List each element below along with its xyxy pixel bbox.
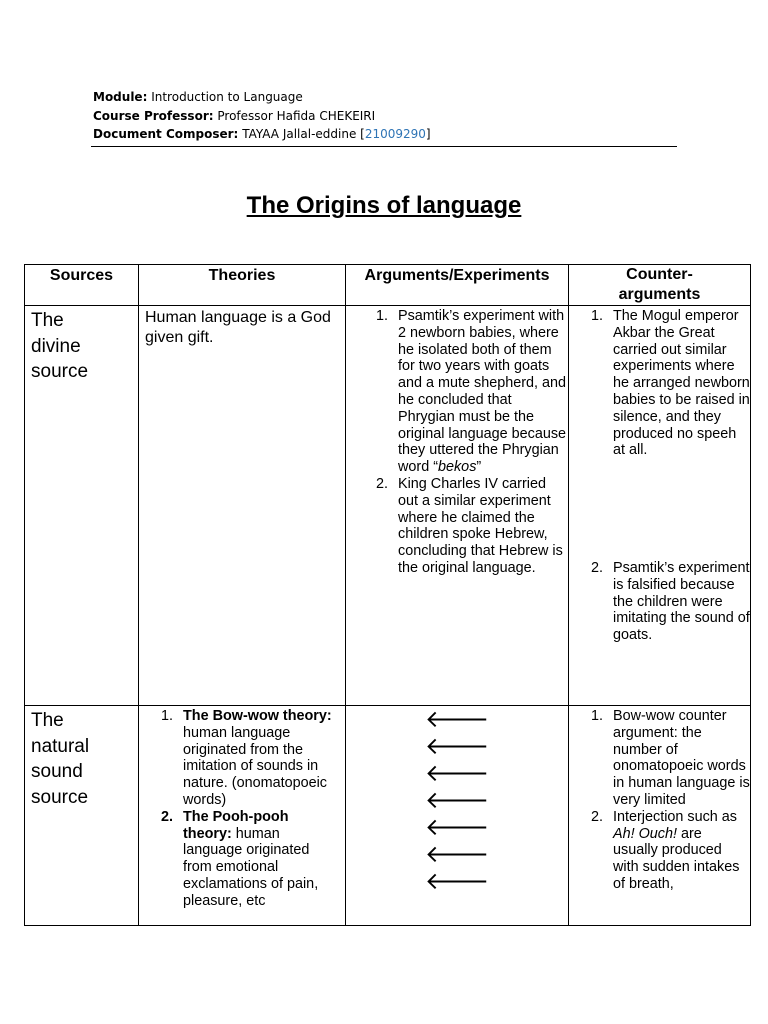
- header-theories: Theories: [139, 265, 346, 306]
- counter-cell: [569, 306, 751, 706]
- left-arrow-icon: 🡐: [424, 759, 490, 787]
- source-label: The divine source: [31, 310, 89, 382]
- composer-label: Document Composer:: [93, 127, 239, 141]
- list-item: [139, 708, 345, 809]
- list-text: The Mogul emperor Akbar the Great carried out similar experiments where he arranged newborn babies to be raised in silence, and they produced no speeh at all.: [613, 308, 750, 459]
- list-number: 2.: [375, 475, 388, 492]
- list-item: [569, 708, 750, 809]
- list-text: [613, 809, 750, 893]
- list-item: [569, 308, 750, 560]
- counter-text-end: are usually produced with sudden intakes of breath,: [613, 825, 740, 892]
- document-title: The Origins of language: [246, 192, 522, 219]
- list-number: 1.: [590, 708, 603, 724]
- arguments-cell: [346, 306, 569, 706]
- list-text: Psamtik’s experiment is falsified because the children were imitating the sound of goats.: [613, 560, 750, 644]
- professor-value: Professor Hafida CHEKEIRI: [217, 108, 376, 123]
- counter-list: [569, 306, 750, 644]
- left-arrow-icon: 🡐: [424, 840, 490, 868]
- theory-cell: [139, 706, 346, 926]
- table-row-divine: [25, 306, 751, 706]
- list-text: [183, 708, 345, 809]
- list-text: [398, 308, 568, 476]
- list-number: 2.: [590, 808, 603, 825]
- list-text: King Charles IV carried out a similar experiment where he claimed the children spoke Hebrew, concluding that Hebrew is the original language.: [398, 475, 563, 576]
- theory-description: human language originated from emotional exclamations of pain, pleasure, etc: [183, 825, 319, 909]
- professor-label: Course Professor:: [93, 108, 214, 123]
- theory-cell: [139, 306, 346, 706]
- left-arrow-icon: 🡐: [424, 732, 490, 760]
- list-number: 2.: [160, 808, 173, 825]
- arrow-stack: [346, 706, 568, 895]
- counter-emphasis: Ah! Ouch!: [613, 825, 677, 842]
- list-text: Bow-wow counter argument: the number of onomatopoeic words in human language is very limited: [613, 708, 750, 808]
- theory-text: Human language is a God given gift.: [145, 309, 331, 346]
- counter-list: [569, 706, 750, 893]
- header-divider: [91, 146, 677, 147]
- theory-description: human language originated from the imitation of sounds in nature. (onomatopoeic words): [183, 724, 327, 808]
- list-text: [183, 809, 345, 910]
- argument-text-end: ”: [476, 459, 482, 476]
- professor-line: [93, 107, 431, 126]
- list-item: [569, 560, 750, 644]
- source-cell: [25, 706, 139, 926]
- list-number: 1.: [590, 308, 603, 324]
- table-header-row: [25, 265, 751, 306]
- argument-text: Psamtik’s experiment with 2 newborn babies, where he isolated both of them for two years with goats and a mute shepherd, and he concluded that Phrygian must be the original language because they uttered the Phrygian word “: [398, 308, 567, 476]
- left-arrow-icon: 🡐: [424, 705, 490, 733]
- composer-id: 21009290: [364, 127, 426, 141]
- composer-close: ]: [425, 127, 431, 141]
- list-number: 1.: [375, 308, 388, 324]
- module-label: Module:: [93, 90, 148, 104]
- argument-emphasis: bekos: [437, 459, 477, 476]
- list-item: [346, 308, 568, 476]
- theories-list: [139, 706, 345, 910]
- list-item: [569, 809, 750, 893]
- list-number: 1.: [160, 708, 173, 724]
- arguments-cell: [346, 706, 569, 926]
- module-value: Introduction to Language: [151, 90, 303, 104]
- composer-name: TAYAA Jallal-eddine [: [242, 127, 365, 141]
- theory-name: The Bow-wow theory:: [183, 708, 332, 724]
- source-cell: [25, 306, 139, 706]
- list-item: [139, 809, 345, 910]
- left-arrow-icon: 🡐: [424, 813, 490, 841]
- header-arguments: Arguments/Experiments: [346, 265, 569, 306]
- header-counter-arguments: [569, 265, 751, 306]
- composer-line: [93, 125, 431, 144]
- counter-text: Interjection such as: [613, 808, 737, 825]
- left-arrow-icon: 🡐: [424, 867, 490, 895]
- module-line: [93, 88, 431, 107]
- theory-name: The Pooh-pooh theory:: [183, 808, 289, 842]
- left-arrow-icon: 🡐: [424, 786, 490, 814]
- counter-header-text: Counter- arguments: [618, 266, 701, 303]
- list-item: [346, 476, 568, 577]
- table-row-natural-sound: [25, 706, 751, 926]
- arguments-list: [346, 306, 568, 577]
- document-header: [93, 88, 431, 144]
- list-number: 2.: [590, 560, 603, 576]
- counter-cell: [569, 706, 751, 926]
- source-label: The natural sound source: [31, 710, 90, 808]
- header-sources: Sources: [25, 265, 139, 306]
- origins-table: [24, 264, 751, 926]
